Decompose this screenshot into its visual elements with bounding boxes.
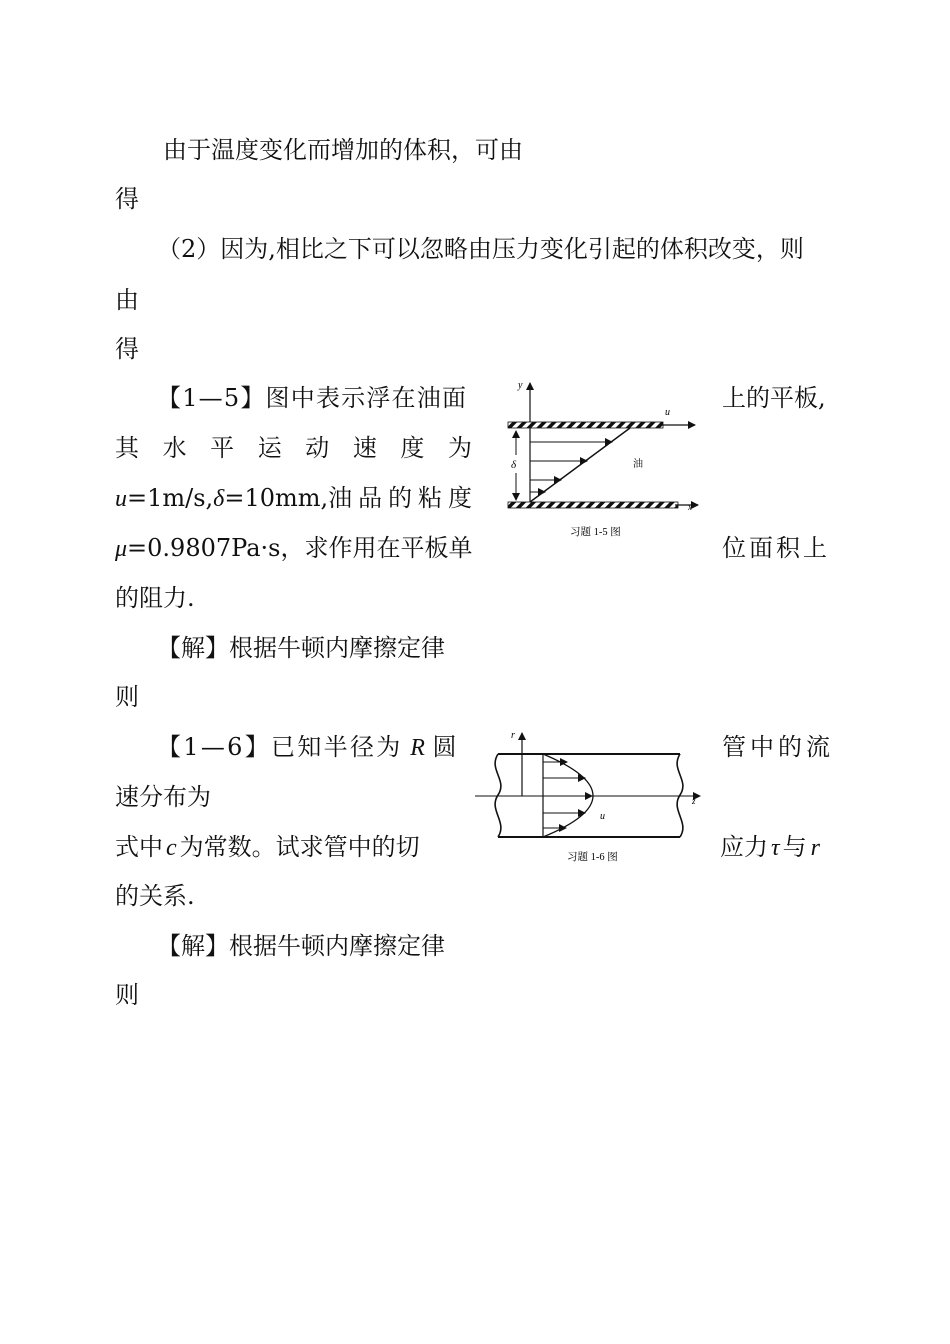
problem-1-5-text: 【1—5】图中表示浮在油面 bbox=[157, 384, 468, 412]
paragraph-line: 由于温度变化而增加的体积，可由 bbox=[163, 136, 523, 164]
symbol-u: u bbox=[115, 486, 127, 512]
symbol-tau: τ bbox=[771, 835, 780, 861]
problem-1-6-right-text: 管中的流 bbox=[722, 733, 834, 761]
symbol-R: R bbox=[410, 735, 425, 761]
figure-1-5 bbox=[500, 375, 710, 545]
problem-1-6-line-2: 速分布为 bbox=[115, 783, 211, 811]
symbol-delta: δ bbox=[213, 486, 225, 512]
spaced-char: 水 bbox=[162, 434, 187, 462]
spaced-char: 为 bbox=[447, 434, 472, 462]
thickness-text: =10mm, bbox=[224, 484, 329, 512]
oil-label: 油 bbox=[633, 459, 643, 470]
y-axis-label: y bbox=[518, 380, 523, 391]
velocity-value bbox=[115, 483, 328, 514]
paragraph-line: （2）因为,相比之下可以忽略由压力变化引起的体积改变，则 bbox=[157, 235, 804, 263]
problem-1-6-line-3 bbox=[115, 832, 472, 863]
velocity-label: u bbox=[600, 811, 605, 822]
solution-1-5-line: 则 bbox=[115, 683, 139, 711]
solution-1-6-line: 【解】根据牛顿内摩擦定律 bbox=[157, 932, 445, 960]
problem-1-6-text-d: 为常数。试求管中的切 bbox=[179, 833, 420, 861]
spaced-char: 粘 bbox=[418, 484, 443, 512]
figure-1-5-caption: 习题 1-5 图 bbox=[570, 527, 621, 538]
figure-1-5-drawing bbox=[500, 375, 710, 545]
spaced-char: 速 bbox=[352, 434, 377, 462]
problem-1-5-right-text: 上的平板, bbox=[722, 384, 826, 412]
problem-1-5-line-2 bbox=[115, 433, 472, 463]
paragraph-line: 由 bbox=[115, 286, 139, 314]
velocity-profile-line bbox=[530, 428, 630, 502]
spaced-char: 度 bbox=[448, 484, 472, 512]
viscosity-words bbox=[328, 483, 472, 514]
symbol-r: r bbox=[810, 835, 820, 861]
velocity-text: =1m/s, bbox=[127, 484, 214, 512]
velocity-label: u bbox=[665, 407, 670, 418]
problem-1-5-line-4 bbox=[115, 533, 472, 564]
solution-1-6-line: 则 bbox=[115, 981, 139, 1009]
spaced-char: 度 bbox=[400, 434, 425, 462]
problem-1-6-text: 【1—6】已知半径为 bbox=[157, 733, 403, 761]
figure-1-6-caption: 习题 1-6 图 bbox=[567, 852, 618, 863]
symbol-c: c bbox=[166, 835, 177, 861]
figure-1-6 bbox=[470, 725, 710, 870]
spaced-char: 其 bbox=[115, 434, 139, 462]
stress-text: 应力 bbox=[720, 833, 768, 861]
problem-1-6-heading bbox=[157, 732, 467, 763]
and-text: 与 bbox=[782, 833, 807, 861]
problem-1-6-text-b: 圆 bbox=[432, 733, 457, 761]
viscosity-text: =0.9807Pa·s，求作用在平板单 bbox=[127, 534, 473, 562]
r-axis-label: r bbox=[511, 730, 515, 741]
x-axis-label: x bbox=[688, 502, 692, 512]
problem-1-5-line-3 bbox=[115, 483, 472, 514]
delta-label: δ bbox=[511, 459, 517, 471]
spaced-char: 平 bbox=[210, 434, 235, 462]
symbol-mu: μ bbox=[115, 536, 128, 562]
problem-1-5-heading bbox=[157, 383, 473, 413]
problem-1-5-line-5: 的阻力. bbox=[115, 584, 195, 612]
spaced-char: 的 bbox=[388, 484, 413, 512]
problem-1-6-line-4: 的关系. bbox=[115, 882, 195, 910]
paragraph-line: 得 bbox=[115, 335, 139, 363]
figure-1-6-drawing bbox=[470, 725, 710, 870]
spaced-char: 运 bbox=[257, 434, 282, 462]
spaced-char: 动 bbox=[305, 434, 330, 462]
problem-1-6-text-c: 式中 bbox=[115, 833, 163, 861]
problem-1-5-right-text-2: 位面积上 bbox=[722, 534, 830, 562]
problem-1-6-right-text-2 bbox=[720, 832, 835, 863]
spaced-char: 油 bbox=[328, 484, 353, 512]
solution-1-5-line: 【解】根据牛顿内摩擦定律 bbox=[157, 634, 445, 662]
moving-plate bbox=[508, 422, 663, 428]
paragraph-line: 得 bbox=[115, 185, 139, 213]
spaced-char: 品 bbox=[358, 484, 383, 512]
fixed-wall bbox=[508, 502, 678, 508]
z-axis-label: z bbox=[692, 796, 696, 806]
